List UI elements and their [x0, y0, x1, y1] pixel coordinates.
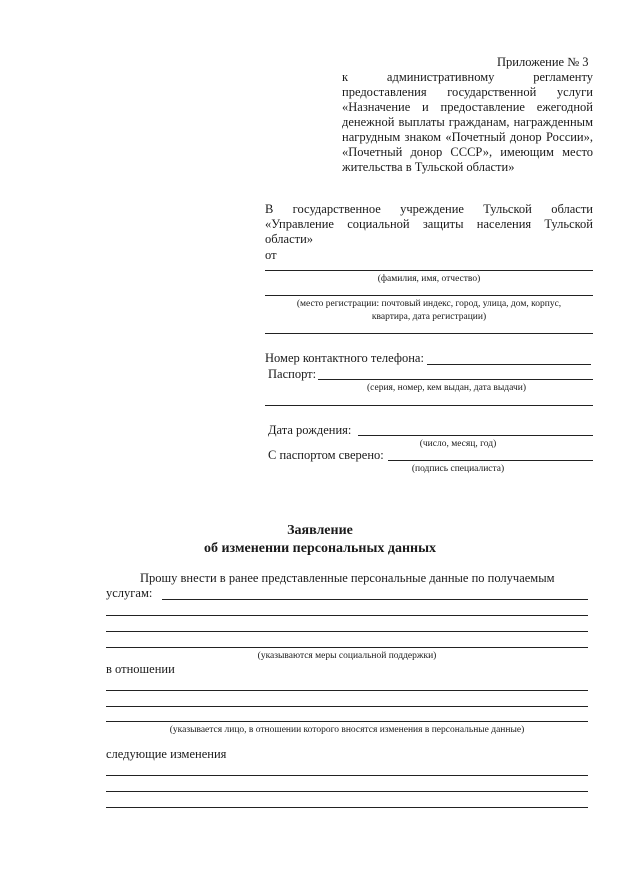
request-line-2: услугам:: [106, 586, 153, 600]
statement-subtitle: об изменении персональных данных: [203, 541, 437, 556]
addressee-line: «Управление социальной защиты населения Тульской: [265, 217, 593, 231]
person-hint: (указывается лицо, в отношении которого вносятся изменения в персональные данные): [169, 725, 525, 735]
verified-label: С паспортом сверено:: [268, 448, 384, 462]
measures-line[interactable]: [106, 647, 588, 648]
registration-line-extra[interactable]: [265, 333, 593, 334]
person-line[interactable]: [106, 690, 588, 691]
measures-hint: (указываются меры социальной поддержки): [257, 651, 437, 661]
changes-label: следующие изменения: [106, 747, 227, 761]
birth-date-hint: (число, месяц, год): [419, 439, 497, 449]
addressee-line-last: области»: [265, 232, 314, 246]
changes-line[interactable]: [106, 807, 588, 808]
birth-date-field[interactable]: [358, 435, 593, 436]
passport-field-extra[interactable]: [265, 405, 593, 406]
fio-hint: (фамилия, имя, отчество): [377, 274, 481, 284]
passport-field[interactable]: [318, 379, 593, 380]
measures-line[interactable]: [162, 599, 588, 600]
measures-line[interactable]: [106, 631, 588, 632]
statement-title: Заявление: [287, 523, 353, 538]
appendix-line: к административному регламенту: [342, 70, 593, 84]
registration-hint-1: (место регистрации: почтовый индекс, город, улица, дом, корпус,: [296, 299, 562, 309]
appendix-line: «Почетный донор СССР», имеющим место: [342, 145, 593, 159]
appendix-line: предоставления государственной услуги: [342, 85, 593, 99]
registration-line[interactable]: [265, 295, 593, 296]
phone-field[interactable]: [427, 364, 591, 365]
appendix-line-last: жительства в Тульской области»: [342, 160, 515, 174]
fio-line[interactable]: [265, 270, 593, 271]
addressee-line: В государственное учреждение Тульской области: [265, 202, 593, 216]
phone-label: Номер контактного телефона:: [265, 351, 424, 365]
birth-date-label: Дата рождения:: [268, 423, 352, 437]
registration-hint-2: квартира, дата регистрации): [371, 312, 487, 322]
appendix-block: [342, 70, 593, 175]
measures-line[interactable]: [106, 615, 588, 616]
appendix-line: денежной выплаты гражданам, награжденным: [342, 115, 593, 129]
changes-line[interactable]: [106, 791, 588, 792]
person-line[interactable]: [106, 721, 588, 722]
appendix-title: Приложение № 3: [497, 55, 589, 69]
addressee-block: [265, 202, 593, 247]
verified-signature-field[interactable]: [388, 460, 593, 461]
from-label: от: [265, 248, 277, 262]
appendix-line: нагрудным знаком «Почетный донор России»,: [342, 130, 593, 144]
passport-label: Паспорт:: [268, 367, 317, 381]
person-line[interactable]: [106, 706, 588, 707]
verified-hint: (подпись специалиста): [411, 464, 505, 474]
passport-hint: (серия, номер, кем выдан, дата выдачи): [366, 383, 526, 393]
changes-line[interactable]: [106, 775, 588, 776]
regarding-label: в отношении: [106, 662, 175, 676]
request-line-1: Прошу внести в ранее представленные персональные данные по получаемым: [140, 571, 555, 585]
appendix-line: «Назначение и предоставление ежегодной: [342, 100, 593, 114]
